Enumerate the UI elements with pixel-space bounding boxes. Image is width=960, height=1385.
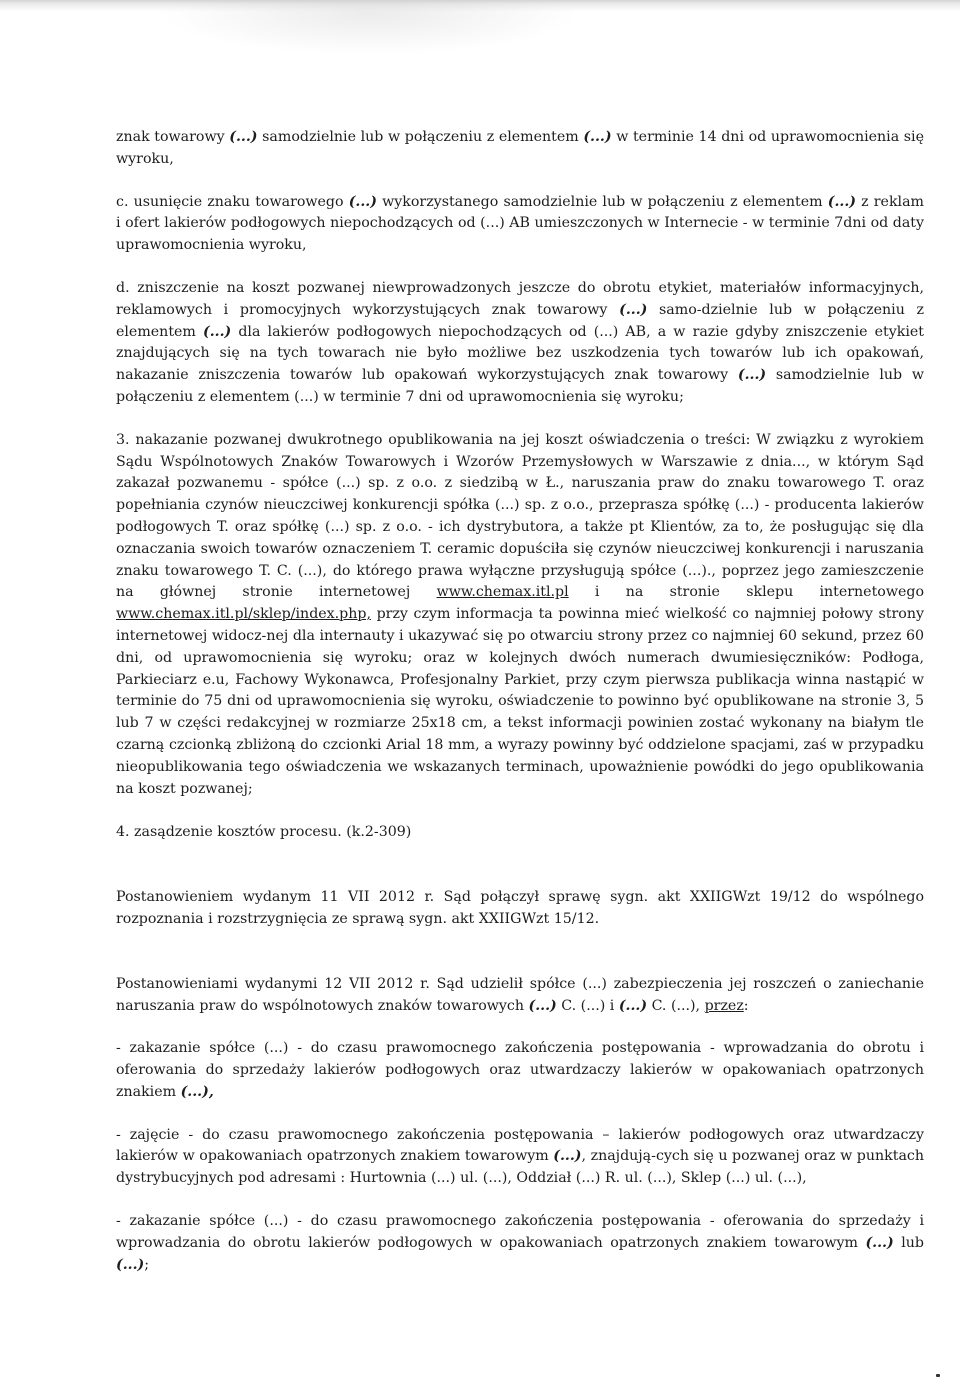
document-body (116, 127, 924, 1276)
paragraph-c: c. usunięcie znaku towarowego (...) wykorzystanego samodzielnie lub w połączeniu z elementem (...) z reklam i ofert lakierów podłogowych niepochodzących od (...) AB umieszczonych w Internecie - w terminie 7dni od daty uprawomocnienia wyroku, (116, 193, 925, 254)
paragraph-3: 3. nakazanie pozwanej dwukrotnego opublikowania na jej koszt oświadczenia o treści: W związku z wyrokiem Sądu Wspólnotowych Znaków Towarowych i Wzorów Przemysłowych w Warszawie z dnia..., w którym Sąd zakazał pozwanemu - spółce (...) sp. z o.o. z siedzibą w Ł., naruszania praw do znaku towarowego T. oraz popełniania czynów nieuczciwej konkurencji spółka (...) sp. z o.o., przeprasza spółkę (...) - producenta lakierów podłogowych T. oraz spółkę (...) sp. z o.o. - ich dystrybutora, a także pt Klientów, za to, że posługując się dla oznaczania swoich towarów oznaczeniem T. ceramic dopuściła się czynów nieuczciwej konkurencji i naruszania znaku towarowego T. C. (...), do którego prawa wyłączne przysługują spółce (...)., poprzez jego zamieszczenie na głównej stronie internetowej www.chemax.itl.pl i na stronie sklepu internetowego www.chemax.itl.pl/sklep/index.php, przy czym informacja ta powinna mieć wielkość co najmniej połowy strony internetowej widocz-nej dla internauty i ukazywać się po otwarciu strony przez co najmniej 60 sekund, przez 60 dni, od uprawomocnienia się wyroku; oraz w kolejnych dwóch numerach dwumiesięczników: Podłoga, Parkieciarz e.u, Fachowy Wykonawca, Profesjonalny Parkiet, przy czym pierwsza publikacja winna nastąpić w terminie do 75 dni od uprawomocnienia się wyroku, oświadczenie to powinno być opublikowane na stronie 3, 5 lub 7 w części redakcyjnej w rozmiarze 25x18 cm, a tekst informacji powinien zostać wykonany na białym tle czarną czcionką zbliżoną do czcionki Arial 18 mm, a wyrazy powinny być oddzielone spacjami, zaś w przypadku nieopublikowania tego oświadczenia we wskazanych terminach, upoważnienie powódki do jego opublikowania na koszt pozwanej; (116, 431, 924, 797)
paragraph-zakazanie-1: - zakazanie spółce (...) - do czasu prawomocnego zakończenia postępowania - wprowadzania do obrotu i oferowania do sprzedaży lakierów podłogowych oraz utwardzaczy lakierów w opakowaniach opatrzonych znakiem (...), (116, 1040, 924, 1100)
scan-speck (936, 1374, 940, 1377)
scan-smudge (160, 0, 580, 55)
paragraph-postanowienia-12: Postanowieniami wydanymi 12 VII 2012 r. Sąd udzielił spółce (...) zabezpieczenia jej roszczeń o zaniechanie naruszania praw do wspólnotowych znaków towarowych (...) C. (...) i (...) C. (...), przez: (116, 975, 924, 1014)
paragraph-postanowienie-11: Postanowieniem wydanym 11 VII 2012 r. Sąd połączył sprawę sygn. akt XXIIGWzt 19/12 do wspólnego rozpoznania i rozstrzygnięcia ze sprawą sygn. akt XXIIGWzt 15/12. (116, 889, 924, 927)
chemax-link[interactable]: www.chemax.itl.pl (436, 584, 569, 601)
paragraph-zakazanie-2: - zakazanie spółce (...) - do czasu prawomocnego zakończenia postępowania - oferowania do sprzedaży i wprowadzania do obrotu lakierów podłogowych w opakowaniach opatrzonych znakiem towarowym (...) lub (...); (116, 1213, 924, 1273)
paragraph-4: 4. zasądzenie kosztów procesu. (k.2-309) (116, 824, 412, 841)
paragraph-b-continuation: znak towarowy (...) samodzielnie lub w połączeniu z elementem (...) w terminie 14 dni od uprawomocnienia się wyroku, (116, 129, 924, 167)
paragraph-zajecie: - zajęcie - do czasu prawomocnego zakończenia postępowania – lakierów podłogowych oraz utwardzaczy lakierów w opakowaniach opatrzonych znakiem towarowym (...), znajdują-cych się u pozwanej oraz w punktach dystrybucyjnych pod adresami : Hurtownia (...) ul. (...), Oddział (...) R. ul. (...), Sklep (...) ul. (...), (116, 1126, 924, 1187)
paragraph-d: d. zniszczenie na koszt pozwanej niewprowadzonych jeszcze do obrotu etykiet, materiałów informacyjnych, reklamowych i promocyjnych wykorzystujących znak towarowy (...) samo-dzielnie lub w połączeniu z elementem (...) dla lakierów podłogowych niepochodzących od (...) AB, a w razie gdyby zniszczenie etykiet znajdujących się na tych towarach nie było możliwe bez uszkodzenia tych towarów lub ich opakowań, nakazanie zniszczenia towarów lub opakowań wykorzystujących znak towarowy (...) samodzielnie lub w połączeniu z elementem (...) w terminie 7 dni od uprawomocnienia się wyroku; (116, 279, 924, 405)
chemax-shop-link[interactable]: www.chemax.itl.pl/sklep/index.php, (116, 606, 371, 623)
